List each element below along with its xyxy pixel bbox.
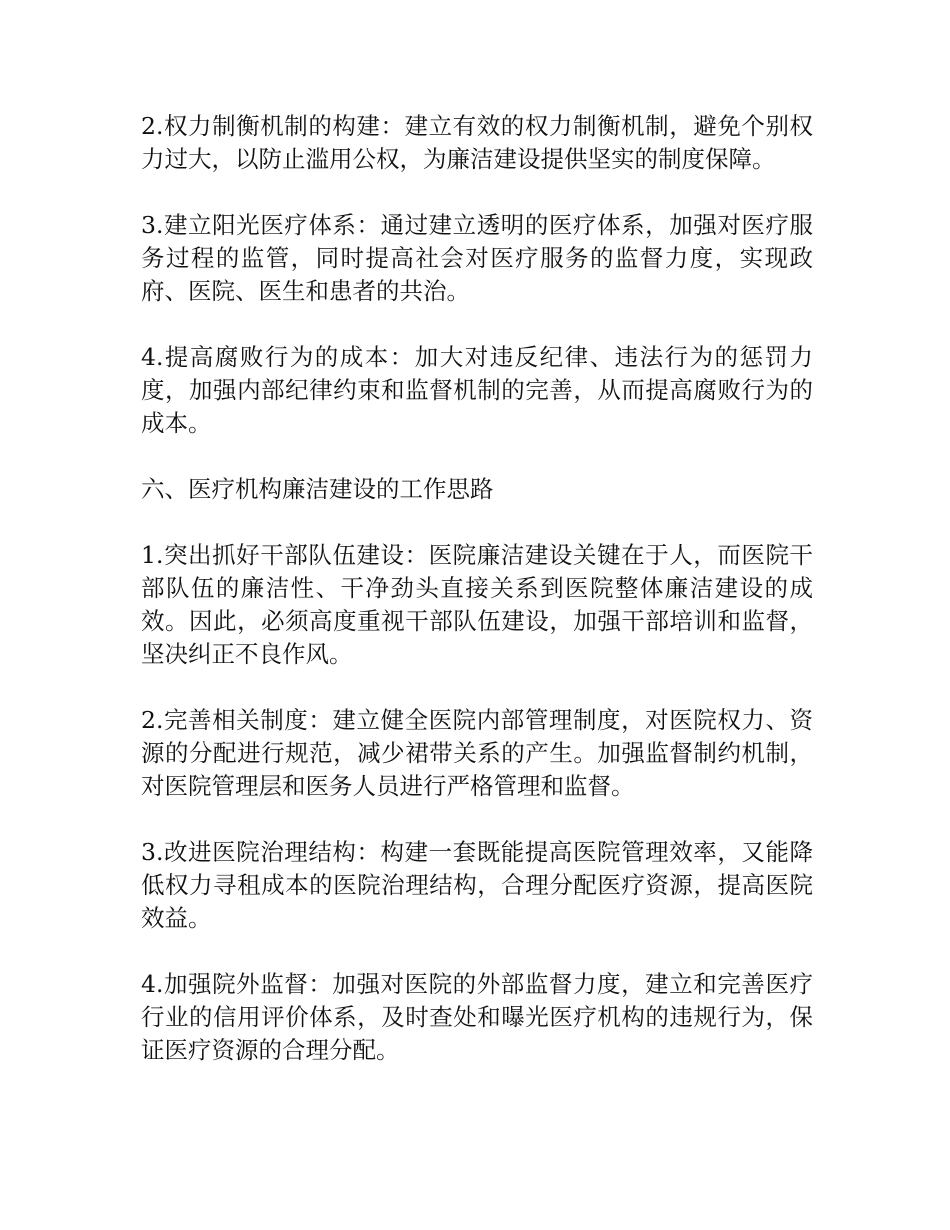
paragraph-corruption-cost: 4.提高腐败行为的成本：加大对违反纪律、违法行为的惩罚力度，加强内部纪律约束和监督机制的完善，从而提高腐败行为的成本。: [141, 343, 813, 437]
paragraph-governance-structure: 3.改进医院治理结构：构建一套既能提高医院管理效率，又能降低权力寻租成本的医院治理结构，合理分配医疗资源，提高医院效益。: [141, 838, 813, 932]
section-heading: 六、医疗机构廉洁建设的工作思路: [141, 475, 494, 503]
paragraph-power-balance: 2.权力制衡机制的构建：建立有效的权力制衡机制，避免个别权力过大，以防止滥用公权，为廉洁建设提供坚实的制度保障。: [141, 112, 813, 173]
paragraph-sunshine-medical-system: 3.建立阳光医疗体系：通过建立透明的医疗体系，加强对医疗服务过程的监管，同时提高社会对医疗服务的监督力度，实现政府、医院、医生和患者的共治。: [141, 211, 813, 305]
paragraph-cadre-team: 1.突出抓好干部队伍建设：医院廉洁建设关键在于人，而医院干部队伍的廉洁性、干净劲头直接关系到医院整体廉洁建设的成效。因此，必须高度重视干部队伍建设，加强干部培训和监督，坚决纠正不良作风。: [141, 541, 813, 668]
paragraph-external-supervision: 4.加强院外监督：加强对医院的外部监督力度，建立和完善医疗行业的信用评价体系，及时查处和曝光医疗机构的违规行为，保证医疗资源的合理分配。: [141, 970, 813, 1064]
document-body: [141, 110, 813, 1100]
paragraph-improve-systems: 2.完善相关制度：建立健全医院内部管理制度，对医院权力、资源的分配进行规范，减少裙带关系的产生。加强监督制约机制，对医院管理层和医务人员进行严格管理和监督。: [141, 706, 813, 800]
